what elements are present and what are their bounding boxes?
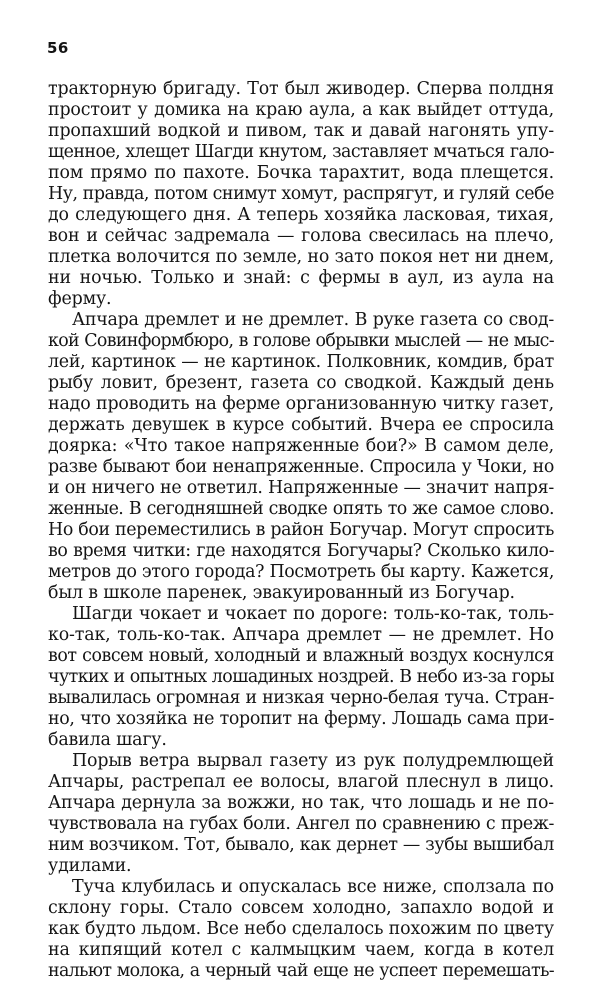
paragraph [48, 79, 554, 310]
page-number: 56 [47, 39, 69, 57]
text-line: вон и сейчас задремала — голова свесилась на плечо, [48, 226, 554, 246]
text-line: доярка: «Что такое напряженные бои?» В самом деле, [48, 436, 554, 456]
text-line: ферму. [48, 289, 112, 309]
text-line: чувствовала на губах боли. Ангел по сравнению с преж- [48, 814, 554, 834]
text-body [48, 79, 554, 982]
text-line: на кипящий котел с калмыцким чаем, когда в котел [48, 940, 554, 960]
text-line: держать девушек в курсе событий. Вчера ее спросила [48, 415, 554, 435]
paragraph [48, 604, 554, 751]
text-line: женные. В сегодняшней сводке опять то же самое слово. [48, 499, 554, 519]
paragraph [48, 310, 554, 604]
text-line: ним возчиком. Тот, бывало, как дернет — зубы вышибал [48, 835, 554, 855]
text-line: как будто льдом. Все небо сделалось похожим по цвету [48, 919, 554, 939]
text-line: до следующего дня. А теперь хозяйка ласковая, тихая, [48, 205, 554, 225]
text-line: бавила шагу. [48, 730, 167, 750]
text-line: надо проводить на ферме организованную читку газет, [48, 394, 554, 414]
text-line: пропахший водкой и пивом, так и давай нагонять упу- [48, 121, 554, 141]
text-line: нальют молока, а черный чай еще не успеет перемешать- [48, 961, 554, 981]
text-line: лей, картинок — не картинок. Полковник, комдив, брат [48, 352, 554, 372]
paragraph [48, 751, 554, 877]
text-line: тракторную бригаду. Тот был живодер. Сперва полдня [48, 79, 554, 99]
text-line: метров до этого города? Посмотреть бы карту. Кажется, [48, 562, 554, 582]
text-line: кой Совинформбюро, в голове обрывки мыслей — не мыс- [48, 331, 554, 351]
text-line: ко-так, толь-ко-так. Апчара дремлет — не дремлет. Но [48, 625, 554, 645]
text-line: но, что хозяйка не торопит на ферму. Лошадь сама при- [48, 709, 554, 729]
text-line: Порыв ветра вырвал газету из рук полудремлющей [72, 751, 554, 771]
text-line: был в школе паренек, эвакуированный из Богучар. [48, 583, 515, 603]
text-line: пом прямо по пахоте. Бочка тарахтит, вода плещется. [48, 163, 554, 183]
text-line: плетка волочится по земле, но зато покоя нет ни днем, [48, 247, 554, 267]
text-line: Ну, правда, потом снимут хомут, распрягут, и гуляй себе [48, 184, 554, 204]
text-line: Апчара дремлет и не дремлет. В руке газета со свод- [72, 310, 554, 330]
text-line: Шагди чокает и чокает по дороге: толь-ко-так, толь- [72, 604, 554, 624]
text-line: ни ночью. Только и знай: с фермы в аул, из аула на [48, 268, 554, 288]
text-line: разве бывают бои ненапряженные. Спросила у Чоки, но [48, 457, 554, 477]
text-line: вывалилась огромная и низкая черно-белая туча. Стран- [48, 688, 554, 708]
text-line: склону горы. Стало совсем холодно, запахло водой и [48, 898, 554, 918]
text-line: рыбу ловит, брезент, газета со сводкой. Каждый день [48, 373, 554, 393]
text-line: Но бои переместились в район Богучар. Могут спросить [48, 520, 554, 540]
text-line: удилами. [48, 856, 132, 876]
text-line: вот совсем новый, холодный и влажный воздух коснулся [48, 646, 554, 666]
text-line: щенное, хлещет Шагди кнутом, заставляет мчаться гало- [48, 142, 554, 162]
text-line: простоит у домика на краю аула, а как выйдет оттуда, [48, 100, 554, 120]
text-line: Апчары, растрепал ее волосы, влагой плеснул в лицо. [48, 772, 554, 792]
text-line: и он ничего не ответил. Напряженные — значит напря- [48, 478, 554, 498]
text-line: Апчара дернула за вожжи, но так, что лошадь и не по- [48, 793, 554, 813]
text-line: во время читки: где находятся Богучары? Сколько кило- [48, 541, 554, 561]
text-line: чутких и опытных лошадиных ноздрей. В небо из-за горы [48, 667, 554, 687]
paragraph [48, 877, 554, 982]
text-line: Туча клубилась и опускалась все ниже, сползала по [72, 877, 554, 897]
